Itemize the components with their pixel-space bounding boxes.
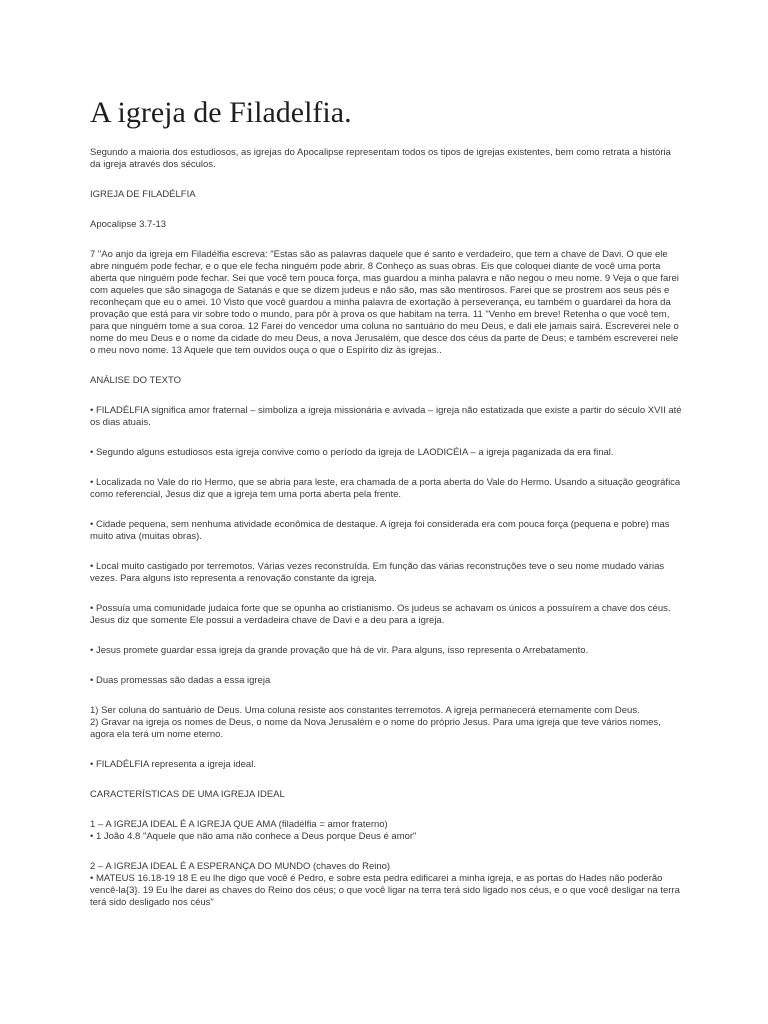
section-heading-analysis: ANÁLISE DO TEXTO xyxy=(90,375,181,386)
point-verse: • 1 João 4.8 "Aquele que não ama não conhece a Deus porque Deus é amor" xyxy=(90,831,417,842)
scripture-text: 7 "Ao anjo da igreja em Filadélfia escreva: "Estas são as palavras daquele que é santo e verdadeiro, que tem a chave de Davi. O que ele abre ninguém pode fechar, e o que ele fecha ninguém pode abrir. 8 Conheço as suas obras. Eis que coloquei diante de você uma porta aberta que ninguém pode fechar. Sei que você tem pouca força, mas guardou a minha palavra e não negou o meu nome. 9 Veja o que farei com aqueles que são sinagoga de Satanás e que se dizem judeus e não são, mas são mentirosos. Farei que se prostrem aos seus pés e reconheçam que eu o amei. 10 Visto que você guardou a minha palavra de exortação à perseverança, eu também o guardarei da hora da provação que está para vir sobre todo o mundo, para pôr à prova os que habitam na terra. 11 "Venho em breve! Retenha o que você tem, para que ninguém tome a sua coroa. 12 Farei do vencedor uma coluna no santuário do meu Deus, e dali ele jamais sairá. Escreverei nele o nome do meu Deus e o nome da cidade do meu Deus, a nova Jerusalém, que desce dos céus da parte de Deus; e também escreverei nele o meu novo nome. 13 Aquele que tem ouvidos ouça o que o Espírito diz às igrejas.. xyxy=(90,249,679,356)
intro-paragraph: Segundo a maioria dos estudiosos, as igrejas do Apocalipse representam todos os tipos de igrejas existentes, bem como retrata a história da igreja através dos séculos. xyxy=(90,147,671,170)
point-heading: 1 – A IGREJA IDEAL É A IGREJA QUE AMA (filadélfia = amor fraterno) xyxy=(90,819,388,830)
analysis-bullet: • Local muito castigado por terremotos. Várias vezes reconstruída. Em função das várias reconstruções teve o seu nome mudado várias vezes. Para alguns isto representa a renovação constante da igreja. xyxy=(90,561,665,584)
point-verse: • MATEUS 16.18-19 18 E eu lhe digo que você é Pedro, e sobre esta pedra edificarei a minha igreja, e as portas do Hades não poderão vencê-la{3}. 19 Eu lhe darei as chaves do Reino dos céus; o que você ligar na terra terá sido ligado nos céus, e o que você desligar na terra terá sido desligado nos céus" xyxy=(90,873,680,908)
point-heading: 2 – A IGREJA IDEAL É A ESPERANÇA DO MUNDO (chaves do Reino) xyxy=(90,861,391,872)
analysis-bullet: • FILADÉLFIA significa amor fraternal – simboliza a igreja missionária e avivada – igreja não estatizada que existe a partir do século XVII até os dias atuais. xyxy=(90,405,682,428)
analysis-bullet: • Cidade pequena, sem nenhuma atividade econômica de destaque. A igreja foi considerada era com pouca força (pequena e pobre) mas muito ativa (muitas obras). xyxy=(90,519,670,542)
analysis-bullet: • Jesus promete guardar essa igreja da grande provação que há de vir. Para alguns, isso representa o Arrebatamento. xyxy=(90,645,589,656)
analysis-bullet: • Possuía uma comunidade judaica forte que se opunha ao cristianismo. Os judeus se achavam os únicos a possuírem a chave dos céus. Jesus diz que somente Ele possui a verdadeira chave de Davi e a deu para a igreja. xyxy=(90,603,671,626)
analysis-bullet: • Segundo alguns estudiosos esta igreja convive como o período da igreja de LAODICÉIA – a igreja paganizada da era final. xyxy=(90,447,614,458)
section-heading-church: IGREJA DE FILADÉLFIA xyxy=(90,189,196,200)
promise-item: 1) Ser coluna do santuário de Deus. Uma coluna resiste aos constantes terremotos. A igreja permanecerá eternamente com Deus. xyxy=(90,705,640,716)
analysis-bullet: • Localizada no Vale do rio Hermo, que se abria para leste, era chamada de a porta aberta do Vale do Hermo. Usando a situação geográfica como referencial, Jesus diz que a igreja tem uma porta aberta pela frente. xyxy=(90,477,681,500)
analysis-bullet: • Duas promessas são dadas a essa igreja xyxy=(90,675,271,686)
ideal-church-note: • FILADÉLFIA representa a igreja ideal. xyxy=(90,759,256,770)
scripture-reference: Apocalipse 3.7-13 xyxy=(90,219,167,230)
promise-item: 2) Gravar na igreja os nomes de Deus, o nome da Nova Jerusalém e o nome do próprio Jesus. Para uma igreja que teve vários nomes, agora ela terá um nome eterno. xyxy=(90,717,661,740)
page-title: A igreja de Filadelfia. xyxy=(90,96,352,129)
section-heading-characteristics: CARACTERÍSTICAS DE UMA IGREJA IDEAL xyxy=(90,789,285,800)
document-body xyxy=(90,147,682,909)
